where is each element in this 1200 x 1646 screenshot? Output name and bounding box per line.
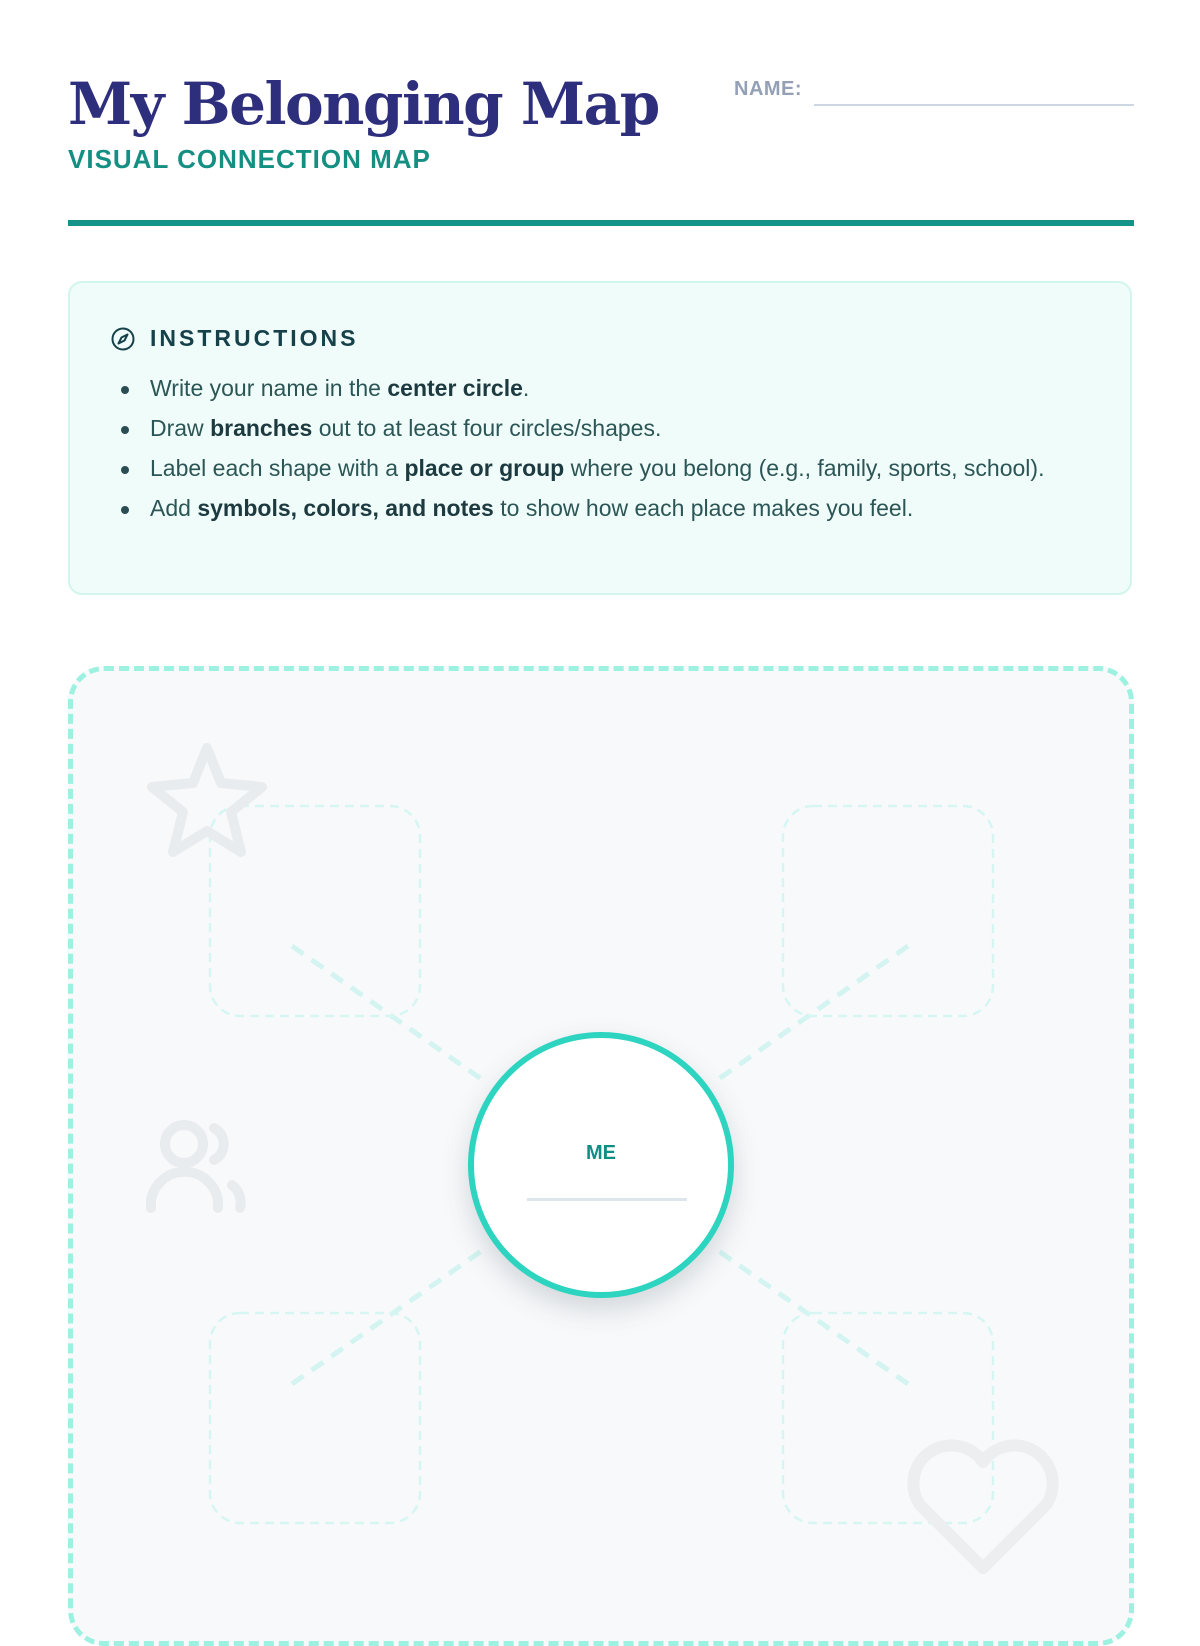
instruction-emphasis: place or group [404, 455, 565, 481]
branch-line [713, 1247, 908, 1384]
name-label: NAME: [734, 78, 803, 100]
branch-line [292, 1247, 487, 1384]
branch-box[interactable] [210, 1313, 420, 1523]
instruction-text: to show how each place makes you feel. [493, 495, 914, 521]
instruction-emphasis: branches [210, 415, 313, 441]
instruction-text: Label each shape with a [150, 455, 405, 481]
instruction-text: out to at least four circles/shapes. [312, 415, 662, 441]
center-me-circle[interactable] [468, 1032, 734, 1298]
page-subtitle: VISUAL CONNECTION MAP [68, 144, 431, 174]
branch-line [292, 946, 487, 1083]
star-icon [152, 748, 262, 852]
instruction-text: . [522, 375, 530, 401]
instruction-text: Add [150, 495, 198, 521]
instruction-text: Draw [150, 415, 211, 441]
branch-box[interactable] [783, 806, 993, 1016]
branch-box[interactable] [783, 1313, 993, 1523]
center-label: ME [586, 1142, 616, 1164]
instructions-title: INSTRUCTIONS [150, 325, 359, 351]
instruction-text: Write your name in the [150, 375, 388, 401]
instruction-text: where you belong (e.g., family, sports, school). [564, 455, 1045, 481]
instruction-emphasis: center circle [387, 375, 523, 401]
instruction-emphasis: symbols, colors, and notes [197, 495, 494, 521]
users-icon [151, 1125, 241, 1208]
branch-line [713, 946, 908, 1083]
page-title: My Belonging Map [68, 70, 659, 138]
heart-icon [913, 1445, 1052, 1568]
center-name-line[interactable] [527, 1198, 687, 1201]
